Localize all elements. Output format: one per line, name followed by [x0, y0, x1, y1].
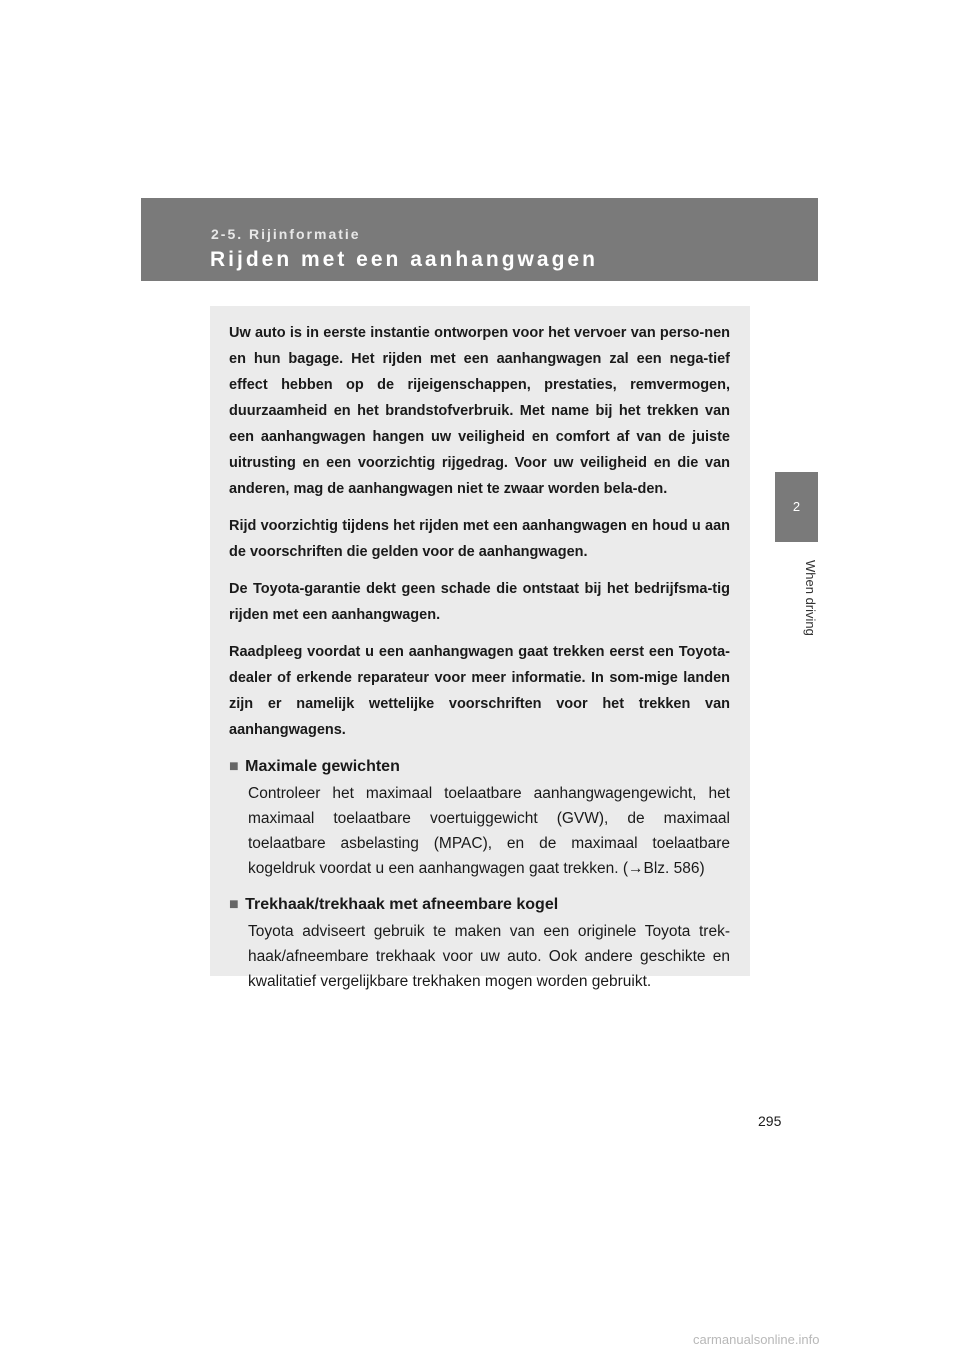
- chapter-header: [141, 198, 818, 281]
- page-title: Rijden met een aanhangwagen: [210, 248, 598, 271]
- square-bullet-icon: ■: [229, 896, 239, 913]
- square-bullet-icon: ■: [229, 758, 239, 775]
- chapter-tab-label: When driving: [803, 560, 818, 636]
- section-max-weights: [229, 755, 730, 881]
- intro-paragraph: Raadpleeg voordat u een aanhangwagen gaat trekken eerst een Toyota-dealer of erkende reparateur voor meer informatie. In som-mige landen zijn er namelijk wettelijke voorschriften voor het trekken van aanhangwagens.: [229, 644, 730, 738]
- section-heading: [229, 893, 730, 917]
- section-heading-text: Maximale gewichten: [245, 758, 400, 775]
- section-heading-text: Trekhaak/trekhaak met afneembare kogel: [245, 896, 559, 913]
- watermark: carmanualsonline.info: [693, 1332, 820, 1347]
- section-label: 2-5. Rijinformatie: [211, 226, 361, 242]
- page-number: 295: [758, 1113, 782, 1129]
- chapter-tab: 2: [775, 472, 818, 542]
- intro-paragraph: Rijd voorzichtig tijdens het rijden met een aanhangwagen en houd u aan de voorschriften die gelden voor de aanhangwagen.: [229, 518, 730, 560]
- section-tow-hitch: [229, 893, 730, 994]
- intro-paragraph: De Toyota-garantie dekt geen schade die ontstaat bij het bedrijfsma-tig rijden met een aanhangwagen.: [229, 581, 730, 623]
- section-body: Toyota adviseert gebruik te maken van een originele Toyota trek-haak/afneembare trekhaak voor uw auto. Ook andere geschikte en kwalitatief vergelijkbare trekhaken mogen worden gebruikt.: [248, 923, 730, 990]
- section-heading: [229, 755, 730, 779]
- content-panel: [210, 306, 750, 990]
- intro-paragraph: Uw auto is in eerste instantie ontworpen voor het vervoer van perso-nen en hun bagage. Het rijden met een aanhangwagen zal een nega-tief effect hebben op de rijeigenschappen, prestaties, remvermogen, duurzaamheid en het brandstofverbruik. Met name bij het trekken van een aanhangwagen hangen uw veiligheid en comfort af van de juiste uitrusting en een voorzichtig rijgedrag. Voor uw veiligheid en die van anderen, mag de aanhangwagen niet te zwaar worden bela-den.: [229, 325, 730, 497]
- section-body: Controleer het maximaal toelaatbare aanhangwagengewicht, het maximaal toelaatbare voertuiggewicht (GVW), de maximaal toelaatbare asbelasting (MPAC), en de maximaal toelaatbare kogeldruk voordat u een aanhangwagen gaat trekken. (→Blz. 586): [248, 785, 730, 877]
- intro-text: [229, 320, 730, 743]
